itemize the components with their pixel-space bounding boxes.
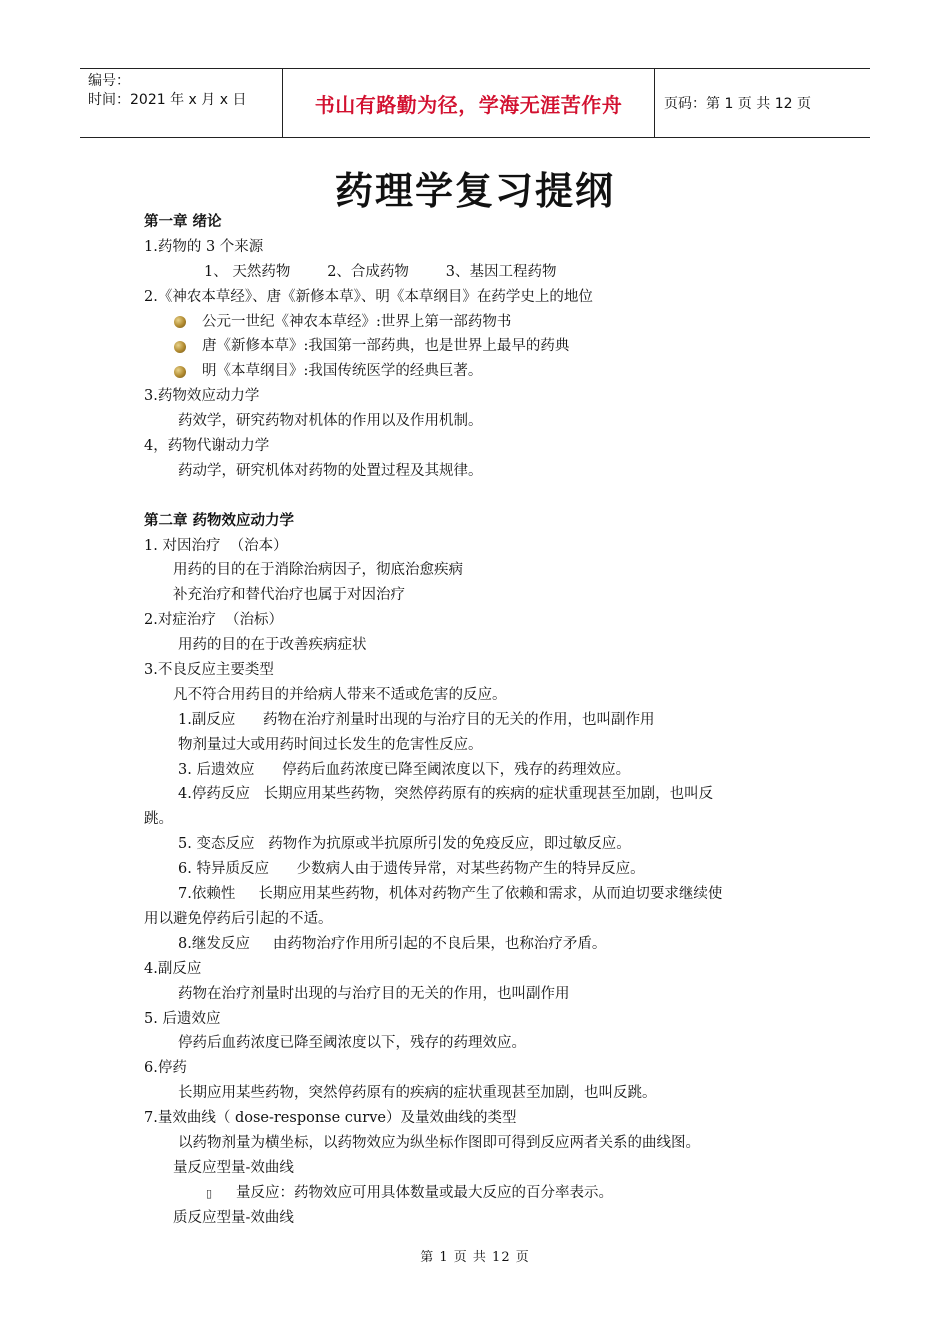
header-page-info: 页码：第 1 页 共 12 页 — [664, 96, 811, 112]
bullet-text: 唐《新修本草》:我国第一部药典，也是世界上最早的药典 — [202, 338, 570, 355]
body-text-line: 以药物剂量为横坐标，以药物效应为纵坐标作图即可得到反应两者关系的曲线图。 — [178, 1134, 700, 1151]
document-body — [144, 210, 824, 1231]
body-text-line: 凡不符合用药目的并给病人带来不适或危害的反应。 — [173, 686, 507, 703]
bullet-text: 明《本草纲目》:我国传统医学的经典巨著。 — [202, 363, 483, 380]
body-text-line: 用药的目的在于消除治病因子，彻底治愈疾病 — [173, 562, 463, 579]
body-text-line: 药效学，研究药物对机体的作用以及作用机制。 — [178, 413, 483, 430]
body-text-line: 7.依赖性 长期应用某些药物，机体对药物产生了依赖和需求，从而迫切要求继续使 — [178, 886, 723, 903]
body-text-line: 跳。 — [144, 811, 173, 828]
body-text-line: 1、 天然药物 2、合成药物 3、基因工程药物 — [204, 263, 557, 280]
body-text-line: 长期应用某些药物，突然停药原有的疾病的症状重现甚至加剧，也叫反跳。 — [178, 1085, 657, 1102]
code-label: 编号： — [88, 73, 130, 89]
bullet-icon — [174, 366, 186, 378]
body-text-line: 5. 变态反应 药物作为抗原或半抗原所引发的免疫反应，即过敏反应。 — [178, 836, 631, 853]
header-meta — [88, 72, 278, 110]
header-divider — [654, 69, 655, 137]
time-label: 时间：2021 年 x 月 x 日 — [88, 92, 247, 108]
body-text-line: 1.副反应 药物在治疗剂量时出现的与治疗目的无关的作用，也叫副作用 — [178, 711, 655, 728]
body-text-line: 质反应型量-效曲线 — [173, 1209, 294, 1226]
body-text-line: 3.药物效应动力学 — [144, 388, 260, 405]
sub-bullet-text: 量反应：药物效应可用具体数量或最大反应的百分率表示。 — [236, 1184, 613, 1201]
page-footer: 第 1 页 共 12 页 — [420, 1250, 530, 1265]
body-text-line: 1. 对因治疗 （治本） — [144, 537, 288, 554]
body-text-line: 2.对症治疗 （治标） — [144, 612, 284, 629]
bullet-icon — [174, 341, 186, 353]
bullet-icon — [174, 316, 186, 328]
document-title: 药理学复习提纲 — [334, 169, 615, 213]
document-header — [80, 68, 870, 138]
body-text-line: 药动学，研究机体对药物的处置过程及其规律。 — [178, 462, 483, 479]
body-text-line: 6.停药 — [144, 1060, 187, 1077]
sub-bullet-item — [144, 1181, 824, 1206]
body-text-line: 停药后血药浓度已降至阈浓度以下，残存的药理效应。 — [178, 1035, 526, 1052]
body-text-line: 补充治疗和替代治疗也属于对因治疗 — [173, 587, 405, 604]
chapter-heading: 第二章 药物效应动力学 — [144, 512, 295, 529]
body-text-line: 3.不良反应主要类型 — [144, 662, 274, 679]
bullet-item — [144, 310, 824, 335]
body-text-line: 5. 后遗效应 — [144, 1010, 221, 1027]
body-text-line: 量反应型量-效曲线 — [173, 1159, 294, 1176]
body-text-line: 4.副反应 — [144, 960, 202, 977]
body-text-line: 4，药物代谢动力学 — [144, 438, 270, 455]
body-text-line: 8.继发反应 由药物治疗作用所引起的不良后果，也称治疗矛盾。 — [178, 935, 607, 952]
chapter-heading: 第一章 绪论 — [144, 214, 222, 230]
body-text-line: 7.量效曲线（ dose-response curve）及量效曲线的类型 — [144, 1110, 517, 1127]
body-text-line: 3. 后遗效应 停药后血药浓度已降至阈浓度以下，残存的药理效应。 — [178, 761, 631, 778]
bullet-text: 公元一世纪《神农本草经》:世界上第一部药物书 — [202, 313, 512, 330]
missing-glyph-icon: ▯ — [205, 1186, 213, 1200]
body-text-line: 6. 特异质反应 少数病人由于遗传异常，对某些药物产生的特异反应。 — [178, 861, 645, 878]
header-motto: 书山有路勤为径，学海无涯苦作舟 — [314, 92, 623, 117]
body-text-line: 药物在治疗剂量时出现的与治疗目的无关的作用，也叫副作用 — [178, 985, 570, 1002]
body-text-line: 用以避免停药后引起的不适。 — [144, 910, 333, 927]
body-text-line: 1.药物的 3 个来源 — [144, 238, 264, 255]
body-text-line: 用药的目的在于改善疾病症状 — [178, 637, 367, 654]
bullet-item — [144, 334, 824, 359]
body-text-line: 物剂量过大或用药时间过长发生的危害性反应。 — [178, 736, 483, 753]
bullet-item — [144, 359, 824, 384]
body-text-line: 4.停药反应 长期应用某些药物，突然停药原有的疾病的症状重现甚至加剧，也叫反 — [178, 786, 714, 803]
body-text-line: 2.《神农本草经》、唐《新修本草》、明《本草纲目》在药学史上的地位 — [144, 288, 593, 305]
blank-line — [144, 484, 824, 509]
